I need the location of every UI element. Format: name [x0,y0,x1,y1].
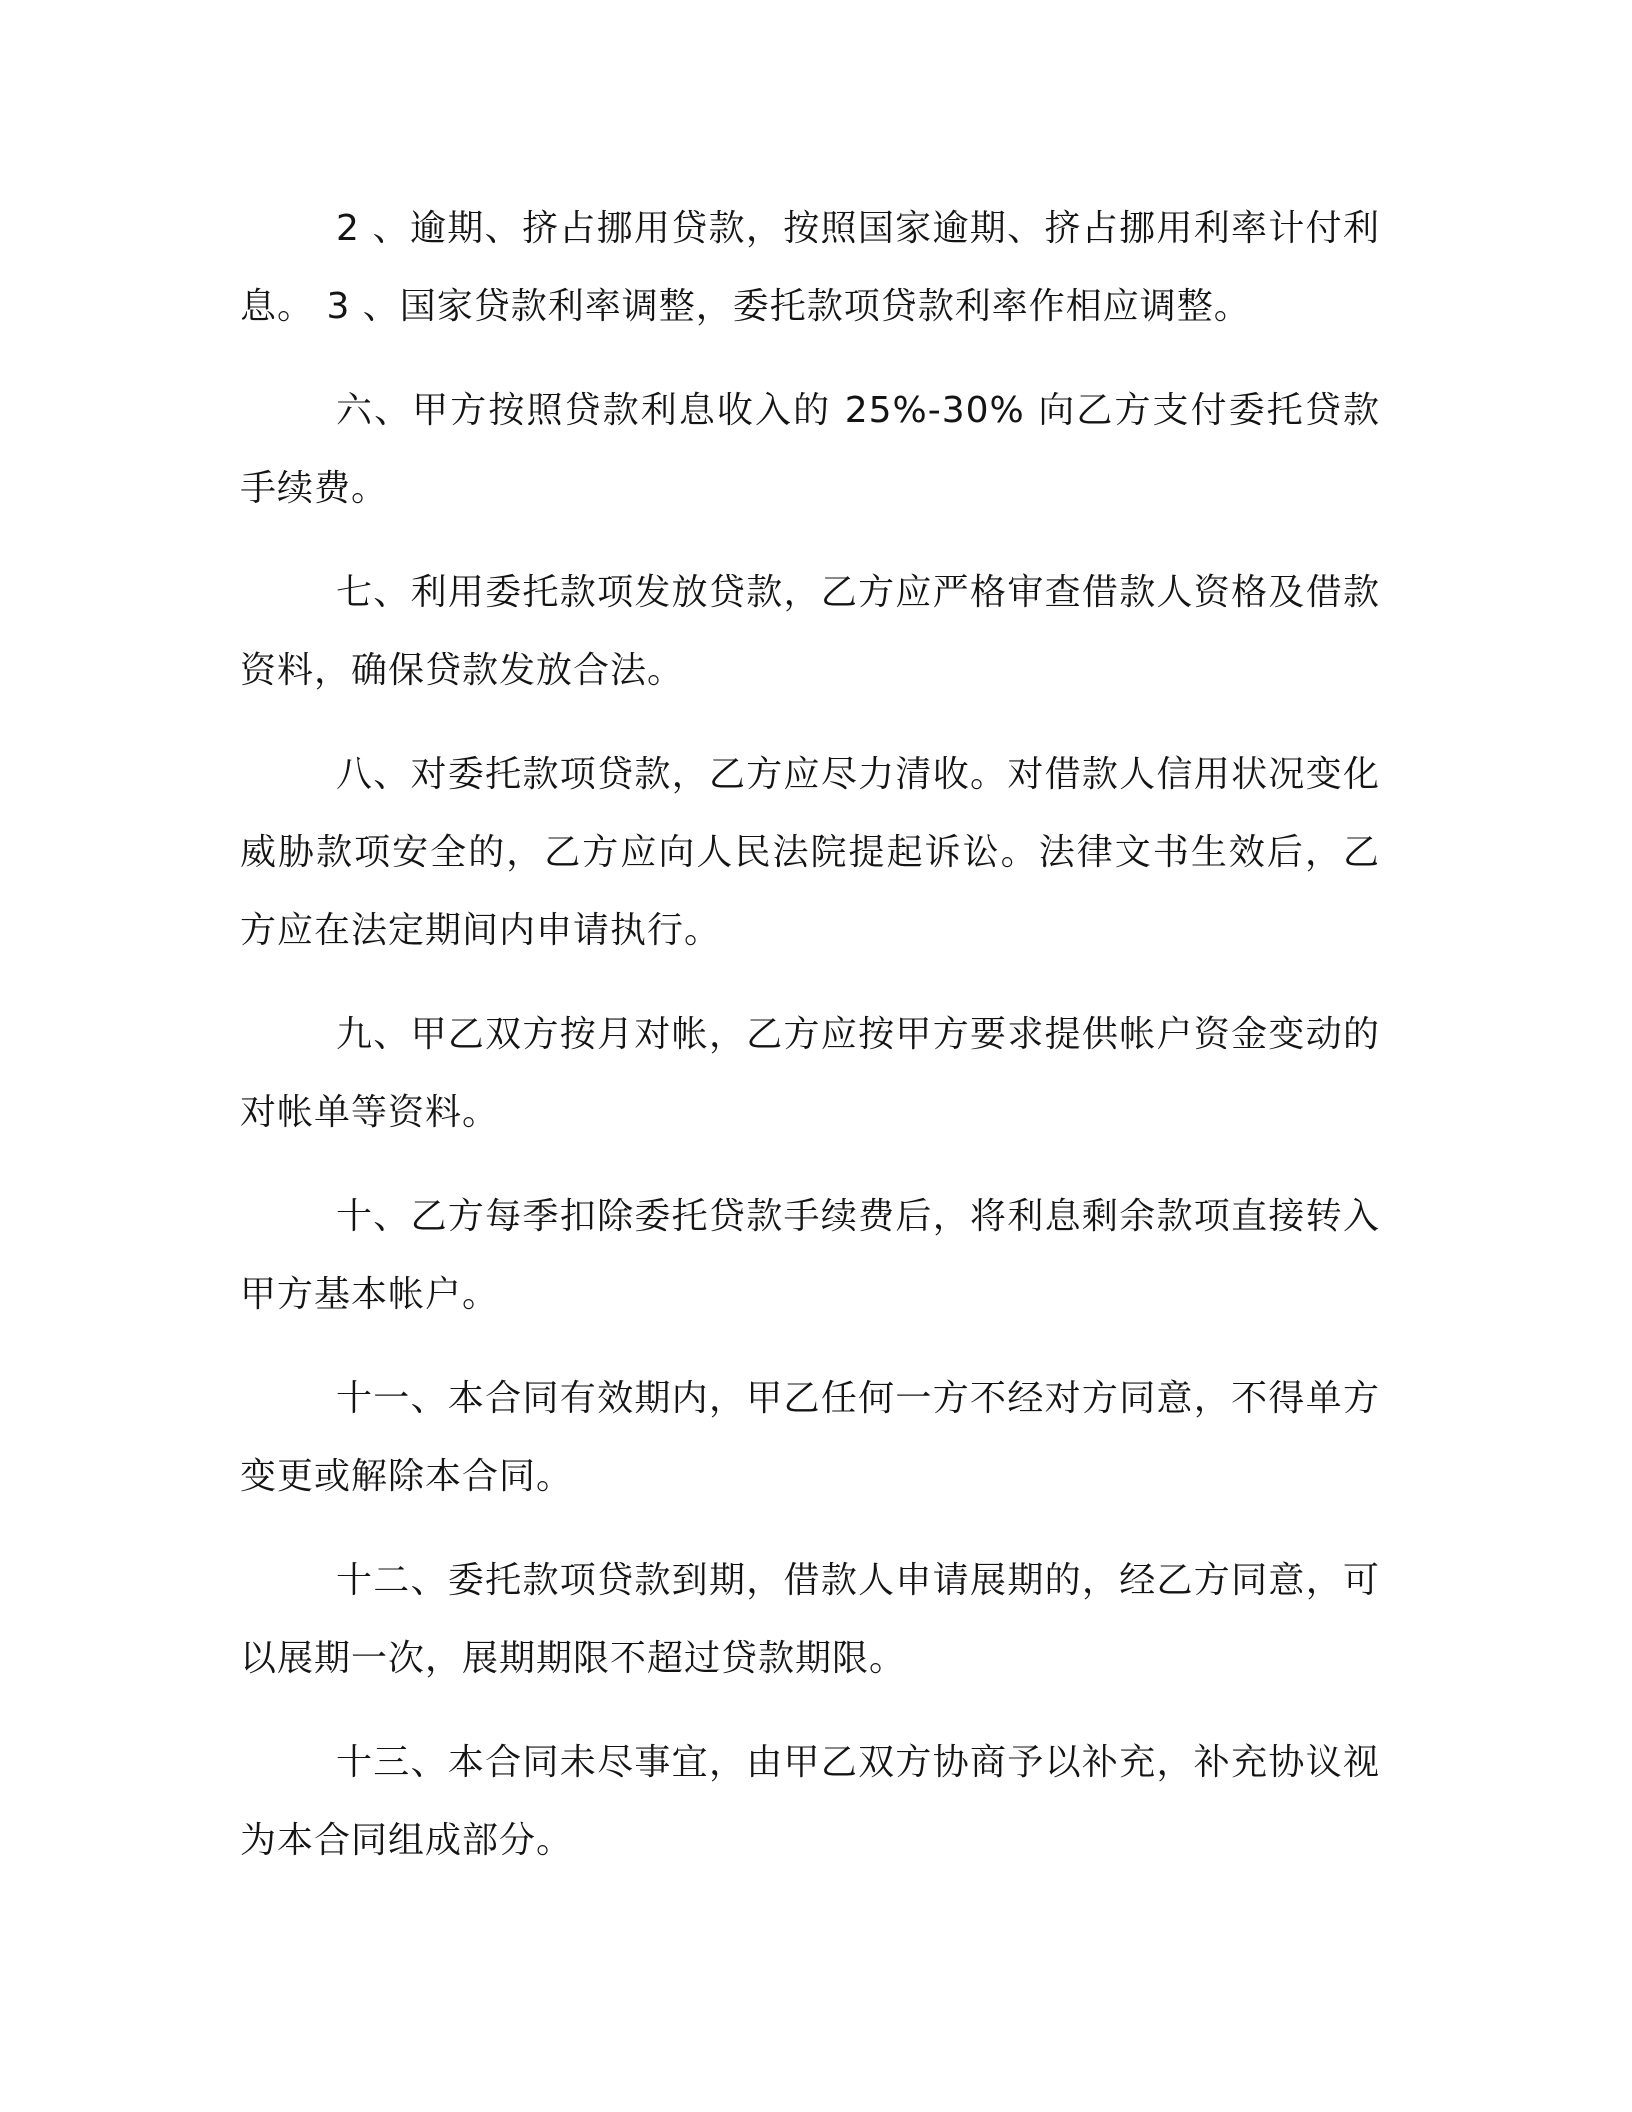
document-page [240,190,1380,1906]
clause-paragraph-6: 六、甲方按照贷款利息收入的 25%-30% 向乙方支付委托贷款手续费。 [240,390,1380,509]
clause-paragraph-13: 十三、本合同未尽事宜，由甲乙双方协商予以补充，补充协议视为本合同组成部分。 [240,1742,1380,1861]
clause-paragraph-overdue-interest: 2 、逾期、挤占挪用贷款，按照国家逾期、挤占挪用利率计付利息。 3 、国家贷款利率调整，委托款项贷款利率作相应调整。 [240,208,1380,327]
clause-paragraph-11: 十一、本合同有效期内，甲乙任何一方不经对方同意，不得单方变更或解除本合同。 [240,1378,1380,1497]
clause-paragraph-8: 八、对委托款项贷款，乙方应尽力清收。对借款人信用状况变化威胁款项安全的，乙方应向人民法院提起诉讼。法律文书生效后，乙方应在法定期间内申请执行。 [240,754,1380,951]
clause-paragraph-7: 七、利用委托款项发放贷款，乙方应严格审查借款人资格及借款资料，确保贷款发放合法。 [240,572,1380,691]
clause-paragraph-10: 十、乙方每季扣除委托贷款手续费后，将利息剩余款项直接转入甲方基本帐户。 [240,1196,1380,1315]
clause-paragraph-12: 十二、委托款项贷款到期，借款人申请展期的，经乙方同意，可以展期一次，展期期限不超过贷款期限。 [240,1560,1380,1679]
clause-paragraph-9: 九、甲乙双方按月对帐，乙方应按甲方要求提供帐户资金变动的对帐单等资料。 [240,1014,1380,1133]
